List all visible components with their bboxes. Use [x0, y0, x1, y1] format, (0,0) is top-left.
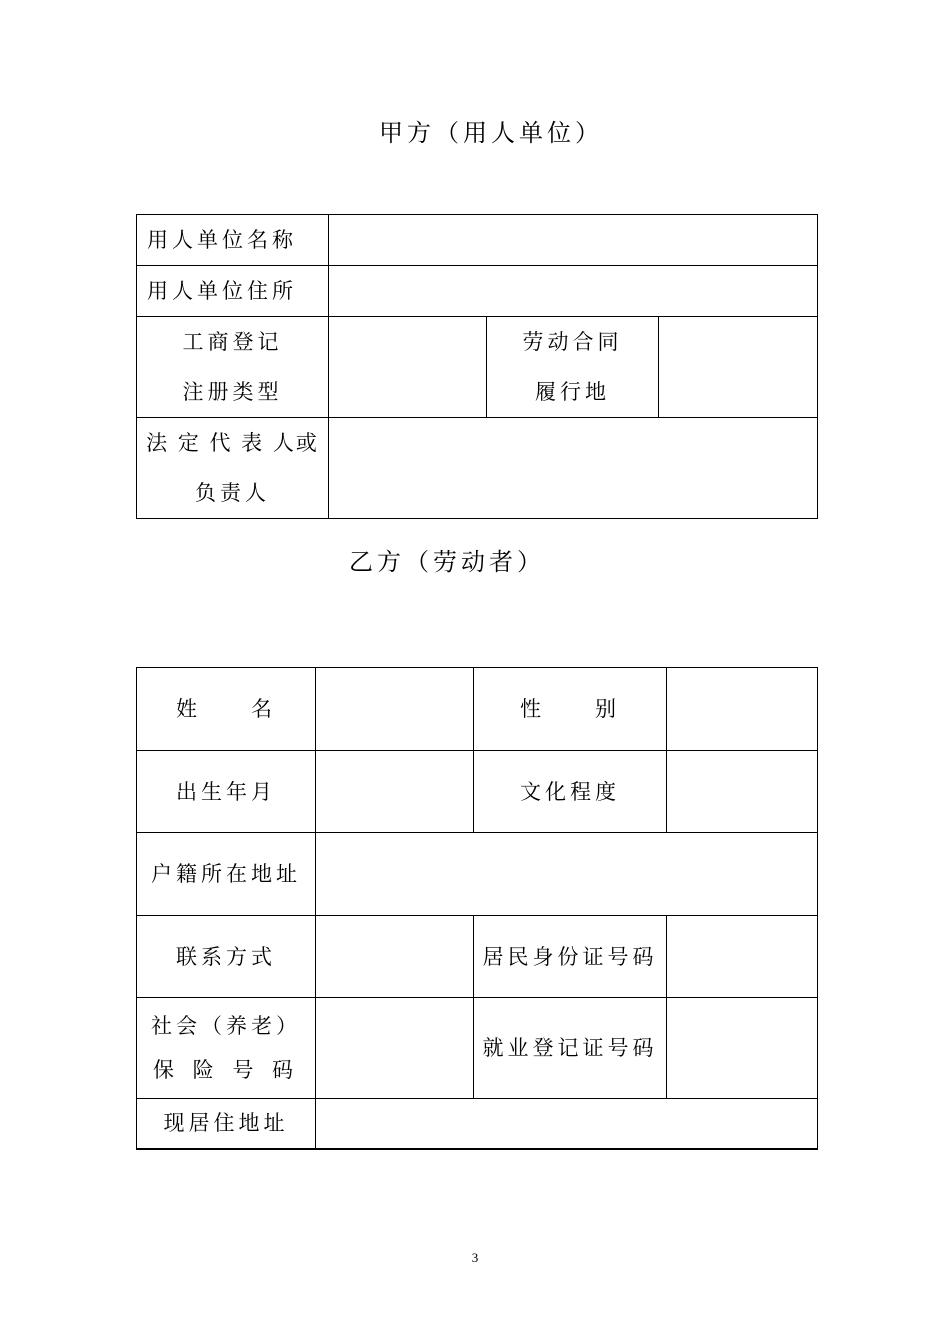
household-address-label: 户籍所在地址 [137, 833, 316, 916]
legal-rep-label-line-2: 负责人 [195, 481, 270, 505]
contact-label: 联系方式 [137, 916, 316, 998]
worker-name-label: 姓 名 [137, 668, 316, 751]
legal-rep-label-line-1: 法 定 代 表 人或 [146, 431, 319, 455]
employer-address-field[interactable] [329, 266, 818, 317]
education-label: 文化程度 [474, 751, 667, 833]
employer-address-label: 用人单位住所 [137, 266, 329, 317]
legal-rep-label [137, 418, 329, 519]
residence-address-field[interactable] [316, 1099, 818, 1149]
social-insurance-field[interactable] [316, 998, 474, 1099]
residence-address-label: 现居住地址 [137, 1099, 316, 1149]
birth-label: 出生年月 [137, 751, 316, 833]
gender-field[interactable] [667, 668, 818, 751]
registration-type-label [137, 317, 329, 418]
birth-field[interactable] [316, 751, 474, 833]
contract-place-field[interactable] [659, 317, 818, 418]
contact-field[interactable] [316, 916, 474, 998]
contract-place-label-line-1: 劳动合同 [522, 330, 623, 354]
contract-place-label-line-2: 履行地 [535, 380, 610, 404]
social-insurance-label-line-2: 保 险 号 码 [152, 1058, 300, 1082]
legal-rep-field[interactable] [329, 418, 818, 519]
id-number-field[interactable] [667, 916, 818, 998]
contract-place-label [487, 317, 659, 418]
employment-number-label: 就业登记证号码 [474, 998, 667, 1099]
party-b-table [136, 667, 818, 1150]
employment-number-field[interactable] [667, 998, 818, 1099]
employer-name-label: 用人单位名称 [137, 215, 329, 266]
social-insurance-label [137, 998, 316, 1099]
page-number: 3 [471, 1250, 479, 1265]
education-field[interactable] [667, 751, 818, 833]
social-insurance-label-line-1: 社会（养老） [151, 1014, 301, 1038]
gender-label: 性 别 [474, 668, 667, 751]
id-number-label: 居民身份证号码 [474, 916, 667, 998]
party-a-title: 甲方（用人单位） [379, 119, 603, 147]
party-a-table [136, 214, 818, 519]
registration-type-label-line-1: 工商登记 [182, 330, 283, 354]
household-address-field[interactable] [316, 833, 818, 916]
registration-type-field[interactable] [329, 317, 487, 418]
worker-name-field[interactable] [316, 668, 474, 751]
employer-name-field[interactable] [329, 215, 818, 266]
registration-type-label-line-2: 注册类型 [182, 380, 283, 404]
party-b-title: 乙方（劳动者） [349, 548, 545, 576]
